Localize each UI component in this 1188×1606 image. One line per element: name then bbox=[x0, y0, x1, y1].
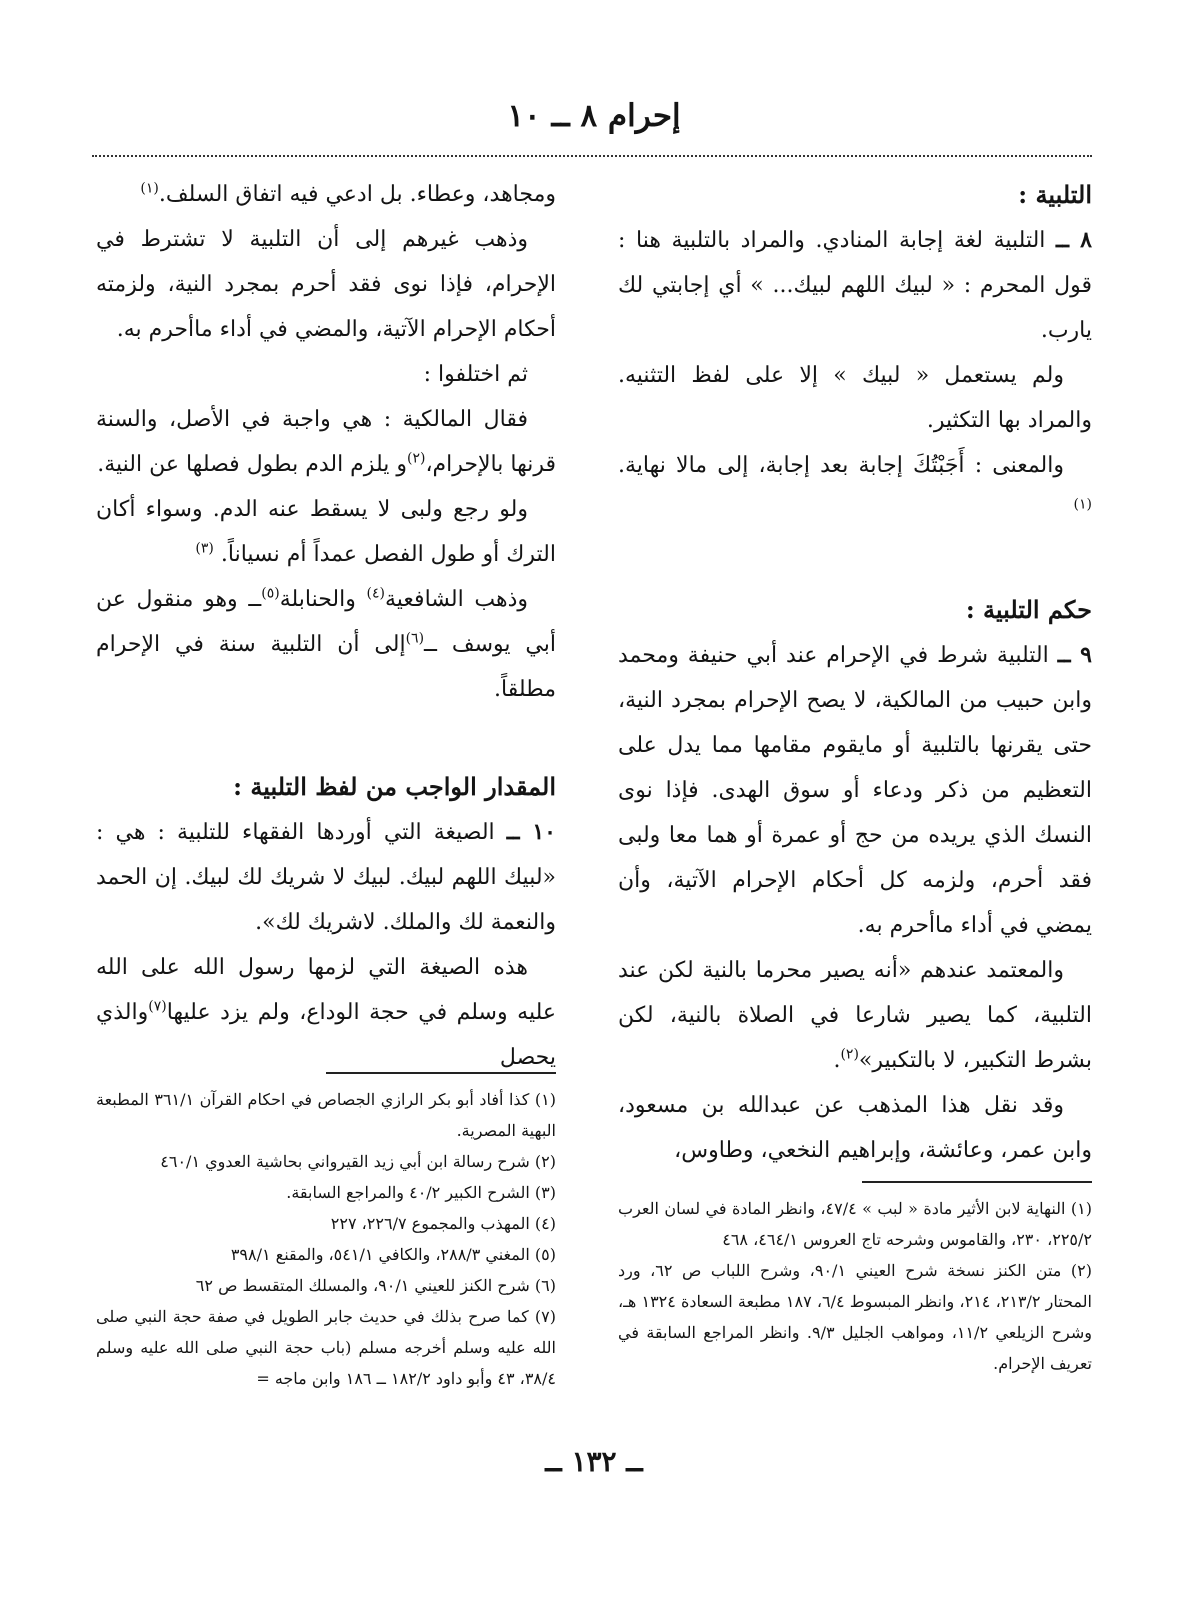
footnote-ref: (٣) bbox=[195, 540, 214, 557]
paragraph-shafiiyya bbox=[96, 577, 556, 712]
paragraph-number: ٨ ــ bbox=[1056, 227, 1092, 253]
right-column bbox=[618, 172, 1092, 1173]
paragraph-text: و يلزم الدم بطول فصلها عن النية. bbox=[97, 452, 407, 477]
footnote-ref: (٢) bbox=[840, 1046, 859, 1063]
footnote: (١) كذا أفاد أبو بكر الرازي الجصاص في احكام القرآن ٣٦١/١ المطبعة البهية المصرية. bbox=[96, 1090, 556, 1140]
paragraph-text: والذي يحصل bbox=[96, 1000, 556, 1070]
paragraph-8b: ولم يستعمل « لبيك » إلا على لفظ التثنيه. والمراد بها التكثير. bbox=[618, 363, 1092, 433]
paragraph-8c bbox=[618, 443, 1092, 533]
footnote: (١) النهاية لابن الأثير مادة « لبب » ٤٧/٤، وانظر المادة في لسان العرب ٢٢٥/٢، ٢٣٠، والقاموس وشرحه تاج العروس ٤٦٤/١، ٤٦٨ bbox=[618, 1199, 1092, 1249]
paragraph-text: ــ وهو منقول عن أبي يوسف ــ bbox=[96, 587, 556, 657]
paragraph-number: ٩ ــ bbox=[1057, 642, 1092, 668]
footnote: (٤) المهذب والمجموع ٢٢٦/٧، ٢٢٧ bbox=[330, 1214, 556, 1233]
footnote-ref: (٥) bbox=[261, 585, 280, 602]
page-number: ــ ١٣٢ ــ bbox=[545, 1445, 643, 1478]
running-header: إحرام ٨ ــ ١٠ bbox=[507, 98, 681, 134]
paragraph-text: فقال المالكية : هي واجبة في الأصل، والسنة قرنها بالإحرام، bbox=[96, 407, 556, 477]
paragraph-text: ومجاهد، وعطاء. بل ادعي فيه اتفاق السلف. bbox=[158, 182, 556, 207]
paragraph-9b: والمعتمد عندهم «أنه يصير محرما بالنية لكن عند التلبية، كما يصير شارعا في الصلاة بالنية، لكن بشرط التكبير، لا بالتكبير»$^{(٢)}$. bbox=[618, 958, 1092, 1073]
paragraph-differed: ثم اختلفوا : bbox=[423, 362, 528, 387]
paragraph-text: التلبية شرط في الإحرام عند أبي حنيفة ومحمد وابن حبيب من المالكية، لا يصح الإحرام بمجرد النية، حتى يقرنها بالتلبية أو مايقوم مقامها مما يدل على التعظيم من ذكر ودعاء أو سوق الهدى. فإذا نوى النسك الذي يريده من حج أو عمرة أو هما معا ولبى فقد أحرم، ولزمه كل أحكام الإحرام الآتية، وأن يمضي في أداء ماأحرم به. bbox=[618, 643, 1092, 938]
left-column bbox=[96, 172, 556, 1080]
footnote: (٢) متن الكنز نسخة شرح العيني ٩٠/١، وشرح اللباب ص ٦٢، ورد المحتار ٢١٣/٢، ٢١٤، وانظر المبسوط ٦/٤، ١٨٧ مطبعة السعادة ١٣٢٤ هـ، وشرح الزيلعي ١١/٢، ومواهب الجليل ٩/٣. وانظر المراجع السابقة في تعريف الإحرام. bbox=[618, 1261, 1093, 1373]
paragraph-text: هذه الصيغة التي لزمها رسول الله على الله عليه وسلم في حجة الوداع، ولم يزد عليها bbox=[96, 955, 556, 1025]
paragraph-text: إلى أن التلبية سنة في الإحرام مطلقاً. bbox=[96, 632, 556, 702]
footnote: (٧) كما صرح بذلك في حديث جابر الطويل في صفة حجة النبي صلى الله عليه وسلم أخرجه مسلم (باب حجة النبي صلى الله عليه وسلم ٣٨/٤، ٤٣ وأبو داود ١٨٢/٢ ــ ١٨٦ وابن ماجه = bbox=[96, 1307, 557, 1388]
paragraph-text: الصيغة التي أوردها الفقهاء للتلبية : هي : «لبيك اللهم لبيك. لبيك لا شريك لك لبيك. إن الحمد والنعمة لك والملك. لاشريك لك». bbox=[96, 820, 556, 935]
paragraph-text: ولو رجع ولبى لا يسقط عنه الدم. وسواء أكان الترك أو طول الفصل عمداً أم نسياناً. bbox=[96, 497, 556, 567]
footnote-rule bbox=[862, 1181, 1092, 1183]
footnote-ref: (٧) bbox=[148, 998, 167, 1015]
footnote-ref: (٤) bbox=[366, 585, 385, 602]
footnote-ref: (٢) bbox=[406, 450, 426, 467]
footnotes-right bbox=[618, 1181, 1092, 1379]
footnote-ref: (١) bbox=[140, 180, 159, 197]
paragraph-9 bbox=[618, 633, 1092, 948]
heading-miqdar: المقدار الواجب من لفظ التلبية : bbox=[233, 772, 556, 801]
paragraph-number: ١٠ ــ bbox=[506, 819, 556, 845]
heading-hukm: حكم التلبية : bbox=[965, 595, 1092, 624]
heading-talbiya: التلبية : bbox=[1018, 180, 1092, 209]
footnote: (٦) شرح الكنز للعيني ٩٠/١، والمسلك المتقسط ص ٦٢ bbox=[195, 1276, 556, 1295]
paragraph-text: والحنابلة bbox=[279, 587, 356, 612]
footnotes-left bbox=[96, 1072, 556, 1394]
paragraph-continued bbox=[96, 172, 556, 217]
footnote-rule bbox=[326, 1072, 556, 1074]
paragraph-9c: وقد نقل هذا المذهب عن عبدالله بن مسعود، وابن عمر، وعائشة، وإبراهيم النخعي، وطاوس، bbox=[618, 1093, 1092, 1163]
paragraph-text: والمعنى : أَجَبْتُكَ إجابة بعد إجابة، إلى مالا نهاية. bbox=[618, 453, 1064, 478]
footnote-ref: (١) bbox=[1073, 496, 1092, 513]
paragraph-text: التلبية لغة إجابة المنادي. والمراد بالتلبية هنا : قول المحرم : « لبيك اللهم لبيك... » أي إجابتي لك يارب. bbox=[618, 228, 1092, 343]
footnote: (٢) شرح رسالة ابن أبي زيد القيرواني بحاشية العدوي ٤٦٠/١ bbox=[160, 1152, 556, 1171]
paragraph-dam bbox=[96, 487, 556, 577]
footnote: (٥) المغني ٢٨٨/٣، والكافي ٥٤١/١، والمقنع ٣٩٨/١ bbox=[230, 1245, 556, 1264]
footnote: (٣) الشرح الكبير ٤٠/٢ والمراجع السابقة. bbox=[286, 1183, 556, 1202]
footnote-ref: (٦) bbox=[405, 630, 425, 647]
paragraph-8 bbox=[618, 218, 1092, 353]
header-dotted-rule bbox=[92, 155, 1092, 157]
paragraph-others: وذهب غيرهم إلى أن التلبية لا تشترط في الإحرام، فإذا نوى فقد أحرم بمجرد النية، ولزمته أحكام الإحرام الآتية، والمضي في أداء ماأحرم به. bbox=[96, 227, 556, 342]
paragraph-text: وذهب الشافعية bbox=[385, 587, 528, 612]
paragraph-sigha bbox=[96, 945, 556, 1080]
paragraph-malikiyya bbox=[96, 397, 556, 487]
paragraph-text: والمعتمد عندهم «أنه يصير محرما بالنية لكن عند التلبية، كما يصير شارعا في الصلاة بالنية، لكن بشرط التكبير، لا بالتكبير» bbox=[618, 958, 1092, 1073]
paragraph-10 bbox=[96, 810, 556, 945]
